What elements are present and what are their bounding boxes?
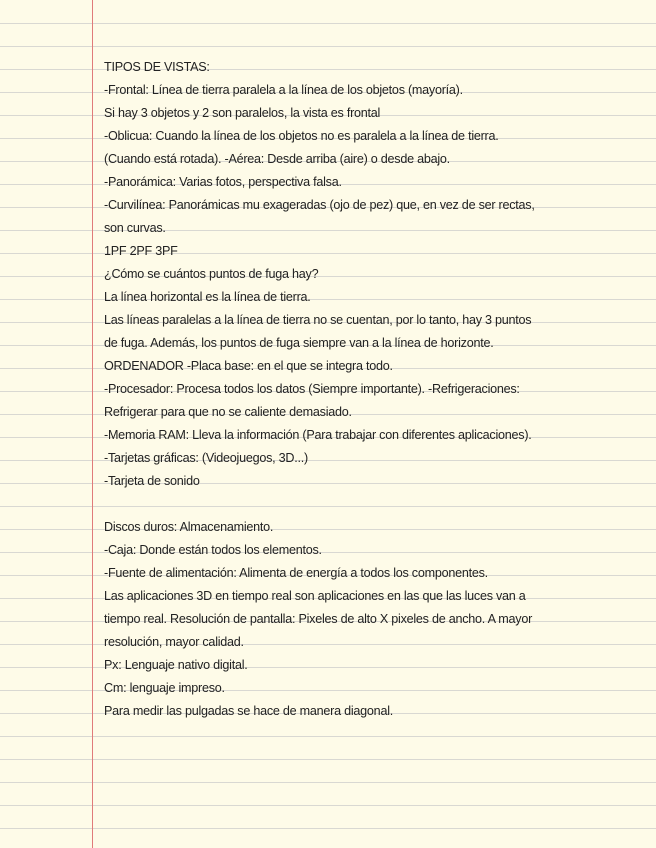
note-line: son curvas. xyxy=(104,221,166,235)
note-line: Para medir las pulgadas se hace de manera diagonal. xyxy=(104,704,393,718)
note-line: ORDENADOR -Placa base: en el que se integra todo. xyxy=(104,359,393,373)
note-line: Discos duros: Almacenamiento. xyxy=(104,520,274,534)
margin-line xyxy=(92,0,93,848)
note-line: Las líneas paralelas a la línea de tierra no se cuentan, por lo tanto, hay 3 puntos xyxy=(104,313,532,327)
note-body xyxy=(104,56,624,723)
note-line: Cm: lenguaje impreso. xyxy=(104,681,225,695)
note-line: (Cuando está rotada). -Aérea: Desde arriba (aire) o desde abajo. xyxy=(104,152,450,166)
note-line: -Fuente de alimentación: Alimenta de energía a todos los componentes. xyxy=(104,566,488,580)
note-line: TIPOS DE VISTAS: xyxy=(104,60,210,74)
note-line: -Frontal: Línea de tierra paralela a la línea de los objetos (mayoría). xyxy=(104,83,463,97)
note-line: -Procesador: Procesa todos los datos (Siempre importante). -Refrigeraciones: xyxy=(104,382,520,396)
note-line: Refrigerar para que no se caliente demasiado. xyxy=(104,405,352,419)
note-line: ¿Cómo se cuántos puntos de fuga hay? xyxy=(104,267,319,281)
note-line: -Tarjetas gráficas: (Videojuegos, 3D...) xyxy=(104,451,308,465)
note-line: -Panorámica: Varias fotos, perspectiva falsa. xyxy=(104,175,342,189)
note-line: Las aplicaciones 3D en tiempo real son aplicaciones en las que las luces van a xyxy=(104,589,526,603)
note-line: 1PF 2PF 3PF xyxy=(104,244,178,258)
note-line: resolución, mayor calidad. xyxy=(104,635,244,649)
note-line: -Curvilínea: Panorámicas mu exageradas (ojo de pez) que, en vez de ser rectas, xyxy=(104,198,535,212)
note-line: -Caja: Donde están todos los elementos. xyxy=(104,543,322,557)
note-line: Px: Lenguaje nativo digital. xyxy=(104,658,248,672)
note-line: -Oblicua: Cuando la línea de los objetos no es paralela a la línea de tierra. xyxy=(104,129,499,143)
note-line: de fuga. Además, los puntos de fuga siempre van a la línea de horizonte. xyxy=(104,336,494,350)
blank-line xyxy=(104,493,624,516)
note-line: Si hay 3 objetos y 2 son paralelos, la vista es frontal xyxy=(104,106,381,120)
note-line: -Tarjeta de sonido xyxy=(104,474,200,488)
note-line: La línea horizontal es la línea de tierra. xyxy=(104,290,311,304)
note-line: tiempo real. Resolución de pantalla: Pixeles de alto X pixeles de ancho. A mayor xyxy=(104,612,533,626)
note-line: -Memoria RAM: Lleva la información (Para trabajar con diferentes aplicaciones). xyxy=(104,428,532,442)
